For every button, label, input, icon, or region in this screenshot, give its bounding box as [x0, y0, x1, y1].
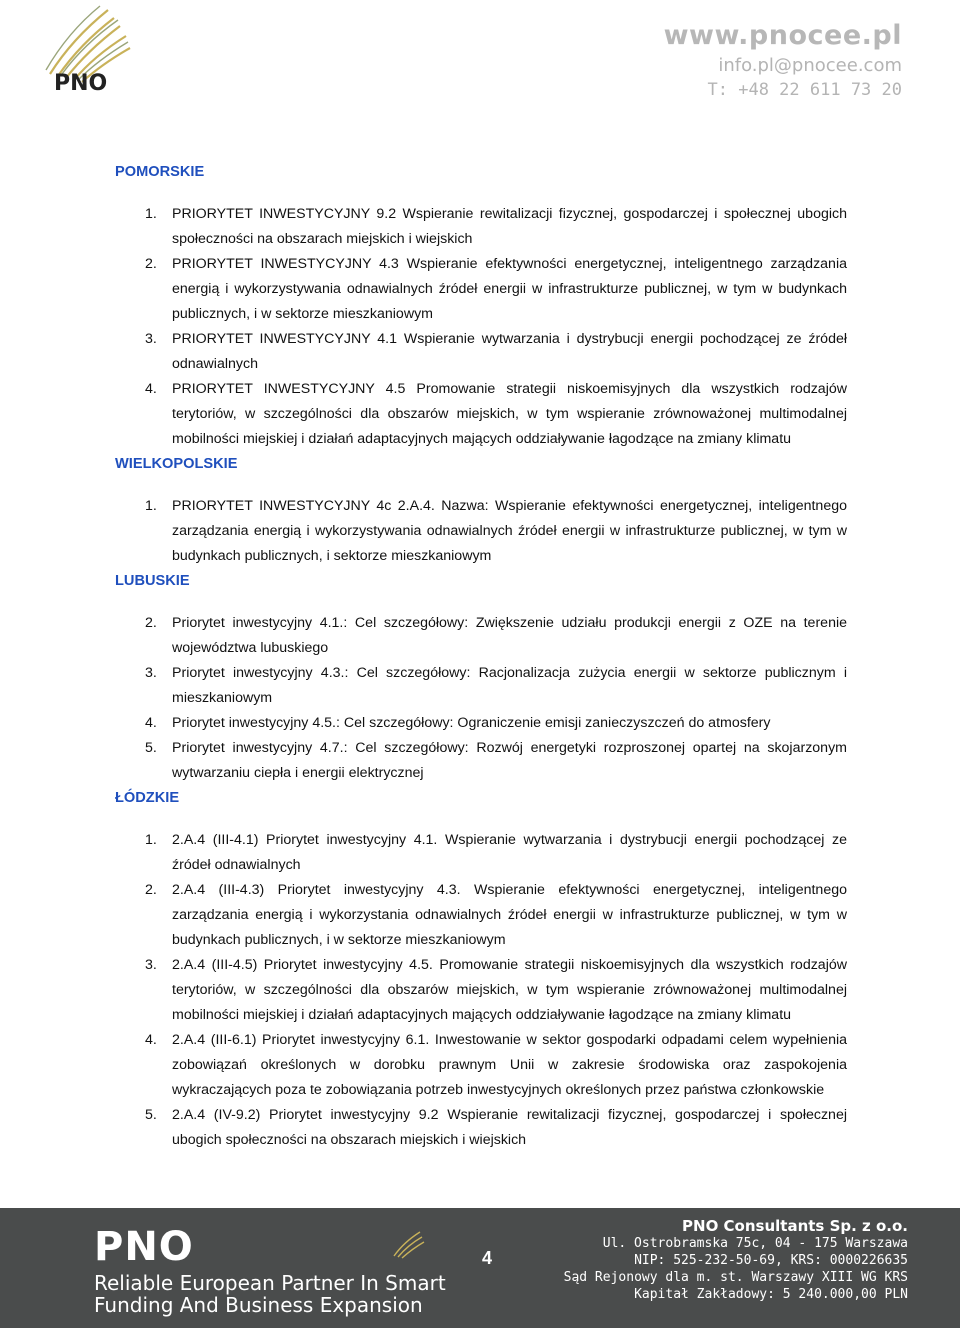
- list-item: 3. 2.A.4 (III-4.5) Priorytet inwestycyjny 4.5. Promowanie strategii niskoemisyjnych dla wszystkich rodzajów terytoriów, w szczególności dla obszarów miejskich, w tym wspieranie zrównoważonej multimodalnej mobilności miejskiej i działań adaptacyjnych mających oddziaływanie łagodzące na zmiany klimatu: [145, 957, 847, 1023]
- footer-logo-text: PNO: [94, 1224, 194, 1270]
- pno-logo-icon: [22, 4, 142, 98]
- list-item: 4. Priorytet inwestycyjny 4.5.: Cel szczegółowy: Ograniczenie emisji zanieczyszczeń do atmosfery: [145, 715, 771, 731]
- list-item: 5. Priorytet inwestycyjny 4.7.: Cel szczegółowy: Rozwój energetyki rozproszonej opartej na skojarzonym wytwarzaniu ciepła i energii elektrycznej: [145, 740, 847, 781]
- page-footer: [0, 1208, 960, 1328]
- email-link[interactable]: info.pl@pnocee.com: [718, 55, 902, 76]
- website-link[interactable]: www.pnocee.pl: [663, 20, 902, 51]
- list-item: 2. Priorytet inwestycyjny 4.1.: Cel szczegółowy: Zwiększenie udziału produkcji energii z OZE na terenie województwa lubuskiego: [145, 615, 847, 656]
- company-info: PNO Consultants Sp. z o.o. Ul. Ostrobramska 75c, 04 - 175 Warszawa NIP: 525-232-50-69, KRS: 0000226635 Sąd Rejonowy dla m. st. Warszawy XIII WG KRS Kapitał Zakładowy: 5 240.000,00 PLN: [563, 1217, 908, 1302]
- list-pomorskie: [115, 202, 847, 452]
- list-item: 2. PRIORYTET INWESTYCYJNY 4.3 Wspieranie efektywności energetycznej, inteligentnego zarządzania energią i wykorzystywania odnawialnych źródeł energii w infrastrukturze publicznej, w tym w budynkach publicznych, i w sektorze mieszkaniowym: [145, 256, 847, 322]
- contact-block: [664, 20, 902, 102]
- page-header: [0, 0, 960, 110]
- list-item: 2. 2.A.4 (III-4.3) Priorytet inwestycyjny 4.3. Wspieranie efektywności energetycznej, inteligentnego zarządzania energią i wykorzystania odnawialnych źródeł energii w infrastrukturze publicznej, w tym w budynkach publicznych, i w sektorze mieszkaniowym: [145, 882, 847, 948]
- list-item: 4. 2.A.4 (III-6.1) Priorytet inwestycyjny 6.1. Inwestowanie w sektor gospodarki odpadami celem wypełnienia zobowiązań określonych w dorobku prawnym Unii w zakresie środowiska oraz zaspokojenia wykraczających poza te zobowiązania potrzeb inwestycyjnych określonych przez państwa członkowskie: [145, 1032, 847, 1098]
- section-title-pomorskie: POMORSKIE: [115, 164, 205, 180]
- footer-slogan: Reliable European Partner In Smart Funding And Business Expansion: [94, 1271, 446, 1317]
- list-item: 1. PRIORYTET INWESTYCYJNY 9.2 Wspieranie rewitalizacji fizycznej, gospodarczej i społecznej ubogich społeczności na obszarach miejskich i wiejskich: [145, 206, 847, 247]
- footer-mini-logo-icon: [386, 1230, 426, 1264]
- list-item: 4. PRIORYTET INWESTYCYJNY 4.5 Promowanie strategii niskoemisyjnych dla wszystkich rodzajów terytoriów, w szczególności dla obszarów miejskich, w tym wspieranie zrównoważonej multimodalnej mobilności miejskiej i działań adaptacyjnych mających oddziaływanie łagodzące na zmiany klimatu: [145, 381, 847, 447]
- section-title-wielkopolskie: WIELKOPOLSKIE: [115, 456, 238, 472]
- svg-text:PNO: PNO: [54, 71, 108, 96]
- document-body: [115, 160, 847, 1153]
- list-item: 5. 2.A.4 (IV-9.2) Priorytet inwestycyjny 9.2 Wspieranie rewitalizacji fizycznej, gospodarczej i społecznej ubogich społeczności na obszarach miejskich i wiejskich: [145, 1107, 847, 1148]
- list-lubuskie: [115, 611, 847, 786]
- list-item: 3. PRIORYTET INWESTYCYJNY 4.1 Wspieranie wytwarzania i dystrybucji energii pochodzącej ze źródeł odnawialnych: [145, 331, 847, 372]
- list-lodzkie: [115, 828, 847, 1153]
- list-item: 1. PRIORYTET INWESTYCYJNY 4c 2.A.4. Nazwa: Wspieranie efektywności energetycznej, inteligentnego zarządzania energią i wykorzystywania odnawialnych źródeł energii w infrastrukturze publicznej, w tym w budynkach publicznych, i sektorze mieszkaniowym: [145, 498, 847, 564]
- list-item: 1. 2.A.4 (III-4.1) Priorytet inwestycyjny 4.1. Wspieranie wytwarzania i dystrybucji energii pochodzącej ze źródeł odnawialnych: [145, 832, 847, 873]
- list-item: 3. Priorytet inwestycyjny 4.3.: Cel szczegółowy: Racjonalizacja zużycia energii w sektorze publicznym i mieszkaniowym: [145, 665, 847, 706]
- list-wielkopolskie: [115, 494, 847, 569]
- phone-number: T: +48 22 611 73 20: [707, 80, 902, 100]
- section-title-lubuskie: LUBUSKIE: [115, 573, 190, 589]
- section-title-lodzkie: ŁÓDZKIE: [115, 790, 180, 806]
- page-number: 4: [482, 1248, 493, 1268]
